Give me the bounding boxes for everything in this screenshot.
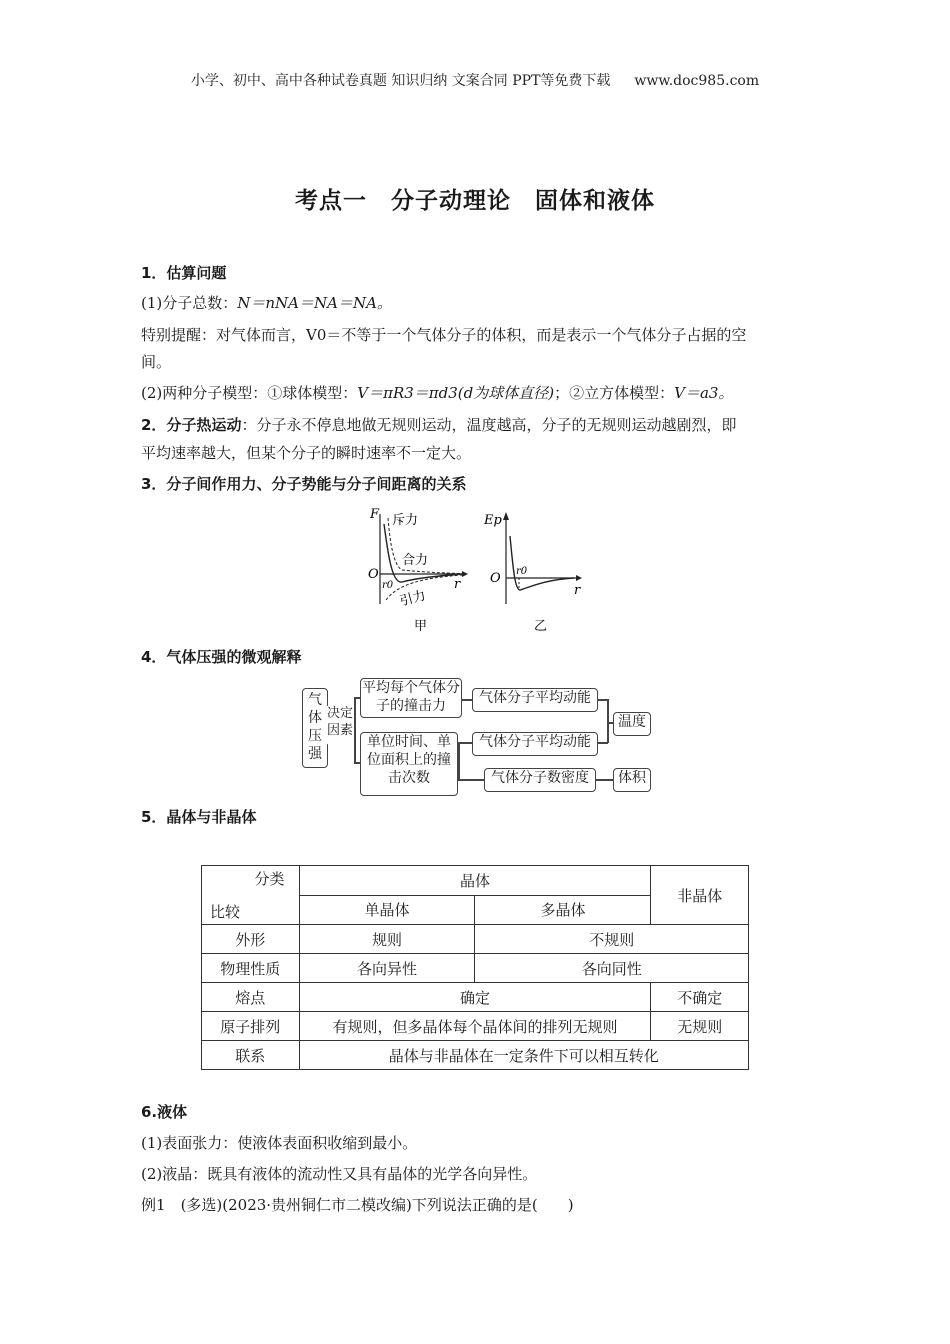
fig1-x-label: r (454, 577, 461, 592)
fig1-caption: 甲 (414, 619, 428, 634)
s1-p2b: 间。 (141, 353, 172, 371)
s6-p1: (1)表面张力：使液体表面积收缩到最小。 (141, 1134, 418, 1152)
table-row: 联系 晶体与非晶体在一定条件下可以相互转化 (202, 1041, 749, 1070)
s1-p3: (2)两种分子模型：①球体模型：V＝πR3＝πd3(d为球体直径)；②立方体模型：V＝a3。 (141, 384, 734, 402)
fig1-r0: r0 (382, 580, 394, 591)
temperature-box: 温度 (613, 712, 651, 736)
section-5-heading: 5．晶体与非晶体 (141, 808, 257, 826)
section-2: 2．分子热运动：分子永不停息地做无规则运动，温度越高，分子的无规则运动越剧烈，即 (141, 416, 737, 434)
header-text: 小学、初中、高中各种试卷真题 知识归纳 文案合同 PPT等免费下载 (190, 73, 611, 89)
gas-pressure-box: 气体压强 (302, 688, 328, 768)
fig2-caption: 乙 (534, 619, 548, 634)
table-corner-cell: 分类 比较 (202, 866, 300, 925)
collisions-box: 单位时间、单位面积上的撞击次数 (360, 732, 458, 796)
attraction-label: 引力 (398, 588, 428, 610)
table-row: 熔点 确定 不确定 (202, 983, 749, 1012)
fig2-origin: O (490, 571, 501, 586)
ke-box-2: 气体分子平均动能 (472, 732, 598, 756)
fig2-r0: r0 (516, 566, 528, 577)
decide-factors-label: 决定因素 (326, 705, 354, 745)
crystal-comparison-table (201, 865, 749, 1070)
resultant-label: 合力 (402, 553, 429, 568)
section-4-heading: 4．气体压强的微观解释 (141, 648, 302, 666)
fig1-origin: O (368, 567, 379, 582)
s6-p2: (2)液晶：既具有液体的流动性又具有晶体的光学各向异性。 (141, 1165, 538, 1183)
poly-crystal-header: 多晶体 (475, 895, 651, 925)
table-row: 物理性质 各向异性 各向同性 (202, 954, 749, 983)
page-title: 考点一 分子动理论 固体和液体 (295, 188, 655, 214)
page-header (0, 70, 950, 90)
example-text: (多选)(2023·贵州铜仁市二模改编)下列说法正确的是( ) (180, 1196, 574, 1214)
ke-box-1: 气体分子平均动能 (472, 688, 598, 712)
section-3-heading: 3．分子间作用力、分子势能与分子间距离的关系 (141, 475, 467, 493)
volume-box: 体积 (613, 768, 651, 792)
s1-p2: 特别提醒：对气体而言，V0＝不等于一个气体分子的体积，而是表示一个气体分子占据的空 (141, 326, 747, 344)
potential-energy-graph (482, 508, 592, 636)
fig1-y-label: F (370, 507, 380, 522)
crystal-header: 晶体 (299, 866, 651, 896)
potential-curve (510, 536, 574, 590)
fig2-x-label: r (574, 583, 581, 598)
section-2-heading: 2．分子热运动 (141, 416, 242, 434)
example-label: 例1 (141, 1196, 166, 1214)
fig2-y-label: Ep (484, 513, 502, 528)
repulsion-label: 斥力 (392, 513, 419, 528)
s1-p1-formula: N＝nNA＝NA＝NA。 (237, 294, 392, 312)
s1-p1: (1)分子总数：N＝nNA＝NA＝NA。 (141, 294, 392, 312)
single-crystal-header: 单晶体 (299, 895, 475, 925)
section-1-heading: 1．估算问题 (141, 264, 227, 282)
s2-text2: 平均速率越大，但某个分子的瞬时速率不一定大。 (141, 444, 472, 462)
density-box: 气体分子数密度 (484, 768, 596, 792)
force-distance-graph (362, 504, 472, 636)
table-row: 外形 规则 不规则 (202, 925, 749, 954)
avg-force-box: 平均每个气体分子的撞击力 (360, 678, 462, 718)
example-1 (141, 1194, 821, 1216)
header-url[interactable]: www.doc985.com (634, 73, 760, 89)
amorphous-header: 非晶体 (651, 866, 749, 925)
table-row: 原子排列 有规则，但多晶体每个晶体间的排列无规则 无规则 (202, 1012, 749, 1041)
section-6-heading: 6.液体 (141, 1103, 188, 1121)
